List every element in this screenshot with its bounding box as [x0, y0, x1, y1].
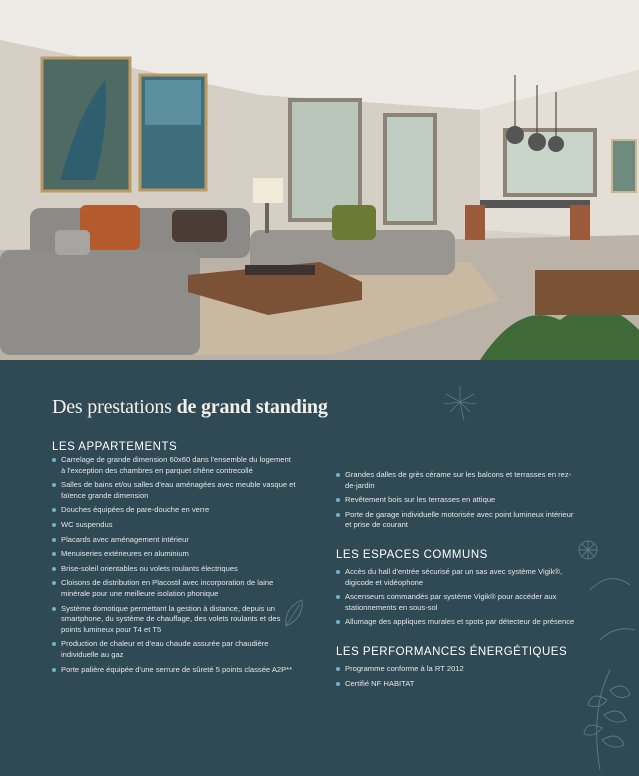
features-panel [0, 360, 639, 776]
list-item: Carrelage de grande dimension 60x60 dans l'ensemble du logement à l'exception des chambres en parquet chêne contrecollé [52, 455, 297, 476]
section-title-appartements: LES APPARTEMENTS [52, 441, 178, 453]
section-title-espaces-communs: LES ESPACES COMMUNS [336, 548, 488, 561]
appartements-list-continued [336, 470, 581, 531]
list-item: Porte palière équipée d'une serrure de sûreté 5 points classée A2P** [52, 665, 297, 676]
list-item: Cloisons de distribution en Placostil avec incorporation de laine minérale pour une meilleure isolation phonique [52, 578, 297, 599]
performances-list [336, 664, 581, 689]
list-item: Programme conforme à la RT 2012 [336, 664, 581, 675]
list-item: WC suspendus [52, 520, 297, 531]
list-item: Porte de garage individuelle motorisée avec point lumineux intérieur et prise de courant [336, 510, 581, 531]
list-item: Système domotique permettant la gestion à distance, depuis un smartphone, du système de chauffage, des volets roulants et des points lumineux pour T4 et T5 [52, 604, 297, 636]
section-title-performances: LES PERFORMANCES ÉNERGÉTIQUES [336, 645, 568, 658]
right-column [336, 470, 581, 693]
title-bold: de grand standing [176, 396, 328, 418]
espaces-communs-list [336, 567, 581, 628]
list-item: Placards avec aménagement intérieur [52, 535, 297, 546]
living-room-photo [0, 0, 639, 360]
appartements-list [52, 455, 297, 675]
page-title [52, 396, 328, 419]
list-item: Allumage des appliques murales et spots par détecteur de présence [336, 617, 581, 628]
list-item: Revêtement bois sur les terrasses en attique [336, 495, 581, 506]
appartements-column [52, 441, 297, 679]
list-item: Production de chaleur et d'eau chaude assurée par chaudière individuelle au gaz [52, 639, 297, 660]
list-item: Ascenseurs commandés par système Vigik® pour accéder aux stationnements en sous-sol [336, 592, 581, 613]
list-item: Accès du hall d'entrée sécurisé par un sas avec système Vigik®, digicode et vidéophone [336, 567, 581, 588]
list-item: Menuiseries extérieures en aluminium [52, 549, 297, 560]
title-regular: Des prestations [52, 396, 177, 418]
list-item: Certifié NF HABITAT [336, 679, 581, 690]
list-item: Brise-soleil orientables ou volets roulants électriques [52, 564, 297, 575]
list-item: Grandes dalles de grès cérame sur les balcons et terrasses en rez-de-jardin [336, 470, 581, 491]
list-item: Salles de bains et/ou salles d'eau aménagées avec meuble vasque et faïence grande dimension [52, 480, 297, 501]
list-item: Douches équipées de pare-douche en verre [52, 505, 297, 516]
dandelion-icon [440, 382, 480, 422]
